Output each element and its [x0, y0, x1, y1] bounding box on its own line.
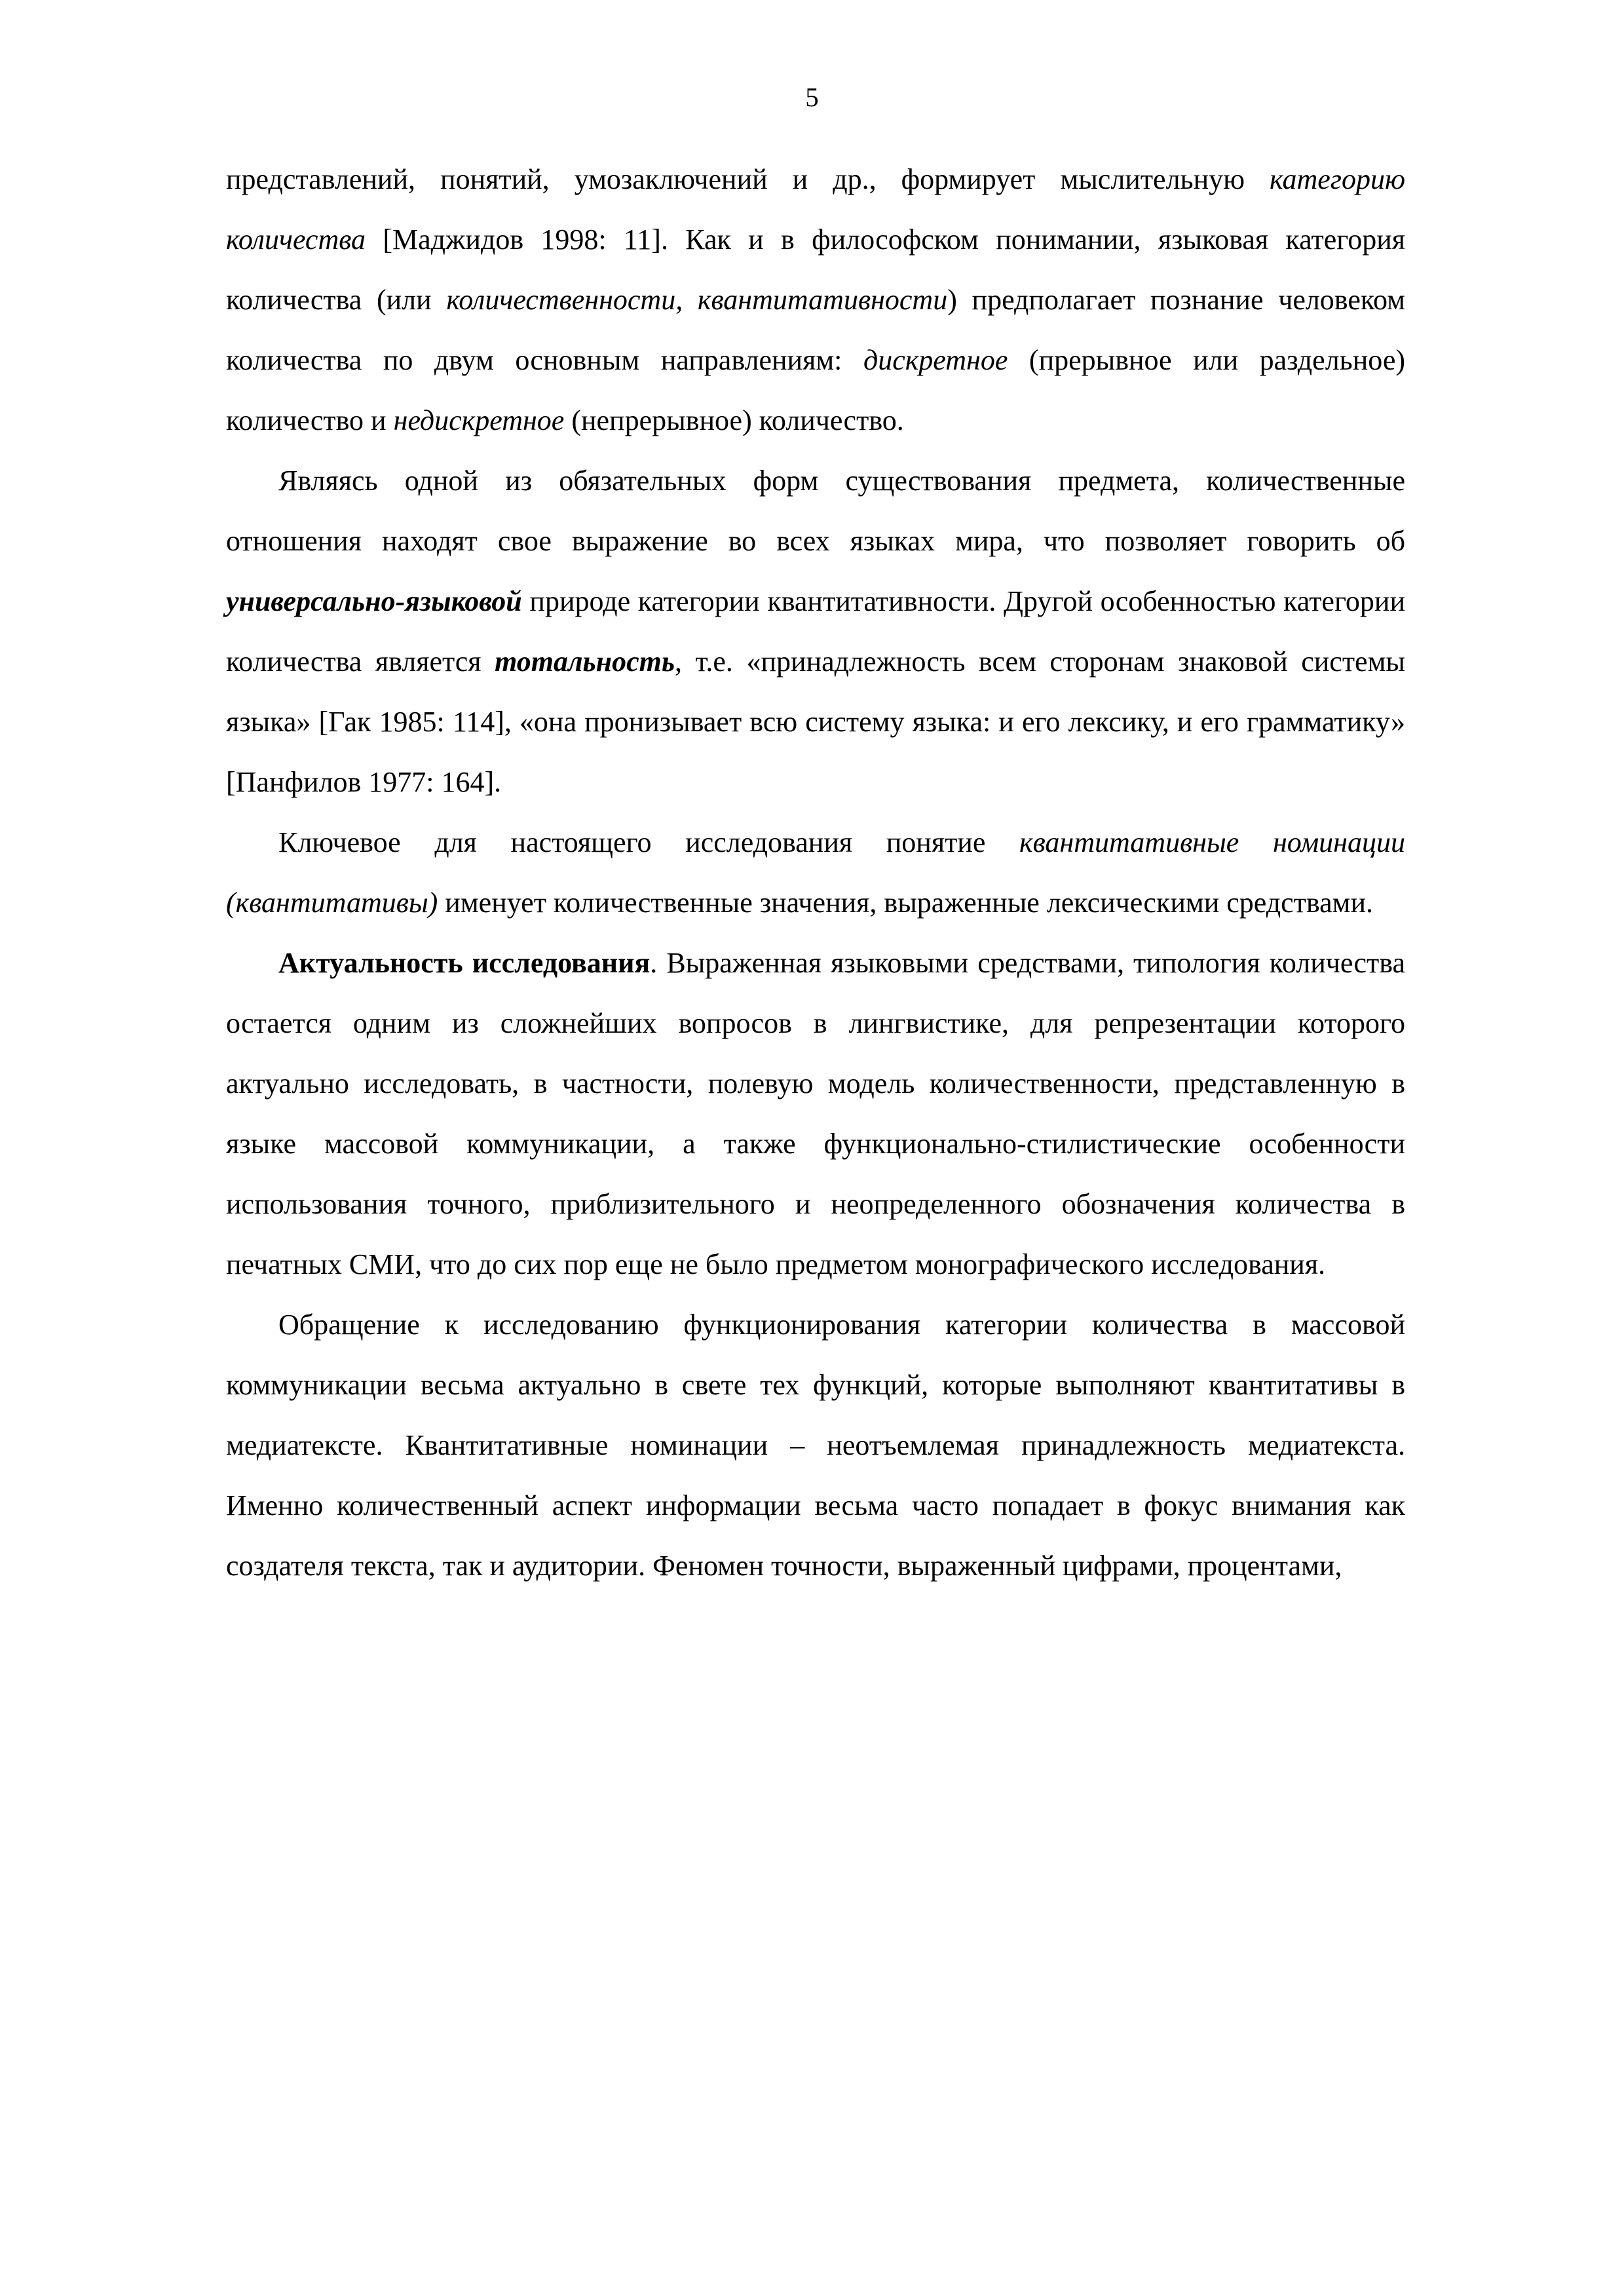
text-run: универсально-языковой	[226, 585, 522, 617]
text-run: Ключевое для настоящего исследования понятие	[278, 826, 1019, 858]
text-run: . Выраженная языковыми средствами, типология количества остается одним из сложнейших вопросов в лингвистике, для репрезентации которого актуально исследовать, в частности, полевую модель количественности, представленную в языке массовой коммуникации, а также функционально-стилистические особенности использования точного, приблизительного и неопределенного обозначения количества в печатных СМИ, что до сих пор еще не было предметом монографического исследования.	[226, 947, 1405, 1280]
text-run: категорию количества	[226, 163, 1405, 256]
text-run: ) предполагает познание человеком количества по двум основным направлениям:	[226, 284, 1406, 376]
text-run: представлений, понятий, умозаключений и др., формирует мыслительную	[226, 163, 1270, 195]
paragraph	[226, 149, 1405, 451]
paragraph	[226, 451, 1405, 813]
text-run: недискретное	[393, 404, 565, 436]
paragraph	[226, 1295, 1405, 1596]
text-run: именует количественные значения, выраженные лексическими средствами.	[438, 887, 1374, 919]
text-run: [Маджидов 1998: 11]. Как и в философском понимании, языковая категория количества (или	[226, 223, 1405, 316]
text-run: природе категории квантитативности. Другой особенностью категории количества является	[226, 585, 1405, 678]
page-body	[226, 149, 1405, 1596]
text-run: , т.е. «принадлежность всем сторонам знаковой системы языка» [Гак 1985: 114], «она пронизывает всю систему языка: и его лексику, и его грамматику» [Панфилов 1977: 164].	[226, 645, 1405, 798]
text-run: тотальность	[495, 645, 675, 678]
text-run: дискретное	[863, 344, 1008, 376]
text-run: количественности, квантитативности	[446, 284, 948, 316]
text-run: квантитативные номинации (квантитативы)	[226, 826, 1406, 919]
text-run: (непрерывное) количество.	[564, 404, 904, 436]
page-number: 5	[805, 82, 819, 112]
paragraph	[226, 933, 1405, 1295]
text-run: Являясь одной из обязательных форм существования предмета, количественные отношения находят свое выражение во всех языках мира, что позволяет говорить об	[226, 465, 1405, 557]
text-run: (прерывное или раздельное) количество и	[226, 344, 1405, 436]
paragraph	[226, 813, 1405, 933]
text-run: Обращение к исследованию функционирования категории количества в массовой коммуникации весьма актуально в свете тех функций, которые выполняют квантитативы в медиатексте. Квантитативные номинации – неотъемлемая принадлежность медиатекста. Именно количественный аспект информации весьма часто попадает в фокус внимания как создателя текста, так и аудитории. Феномен точности, выраженный цифрами, процентами,	[226, 1309, 1405, 1582]
text-run: Актуальность исследования	[278, 947, 651, 979]
